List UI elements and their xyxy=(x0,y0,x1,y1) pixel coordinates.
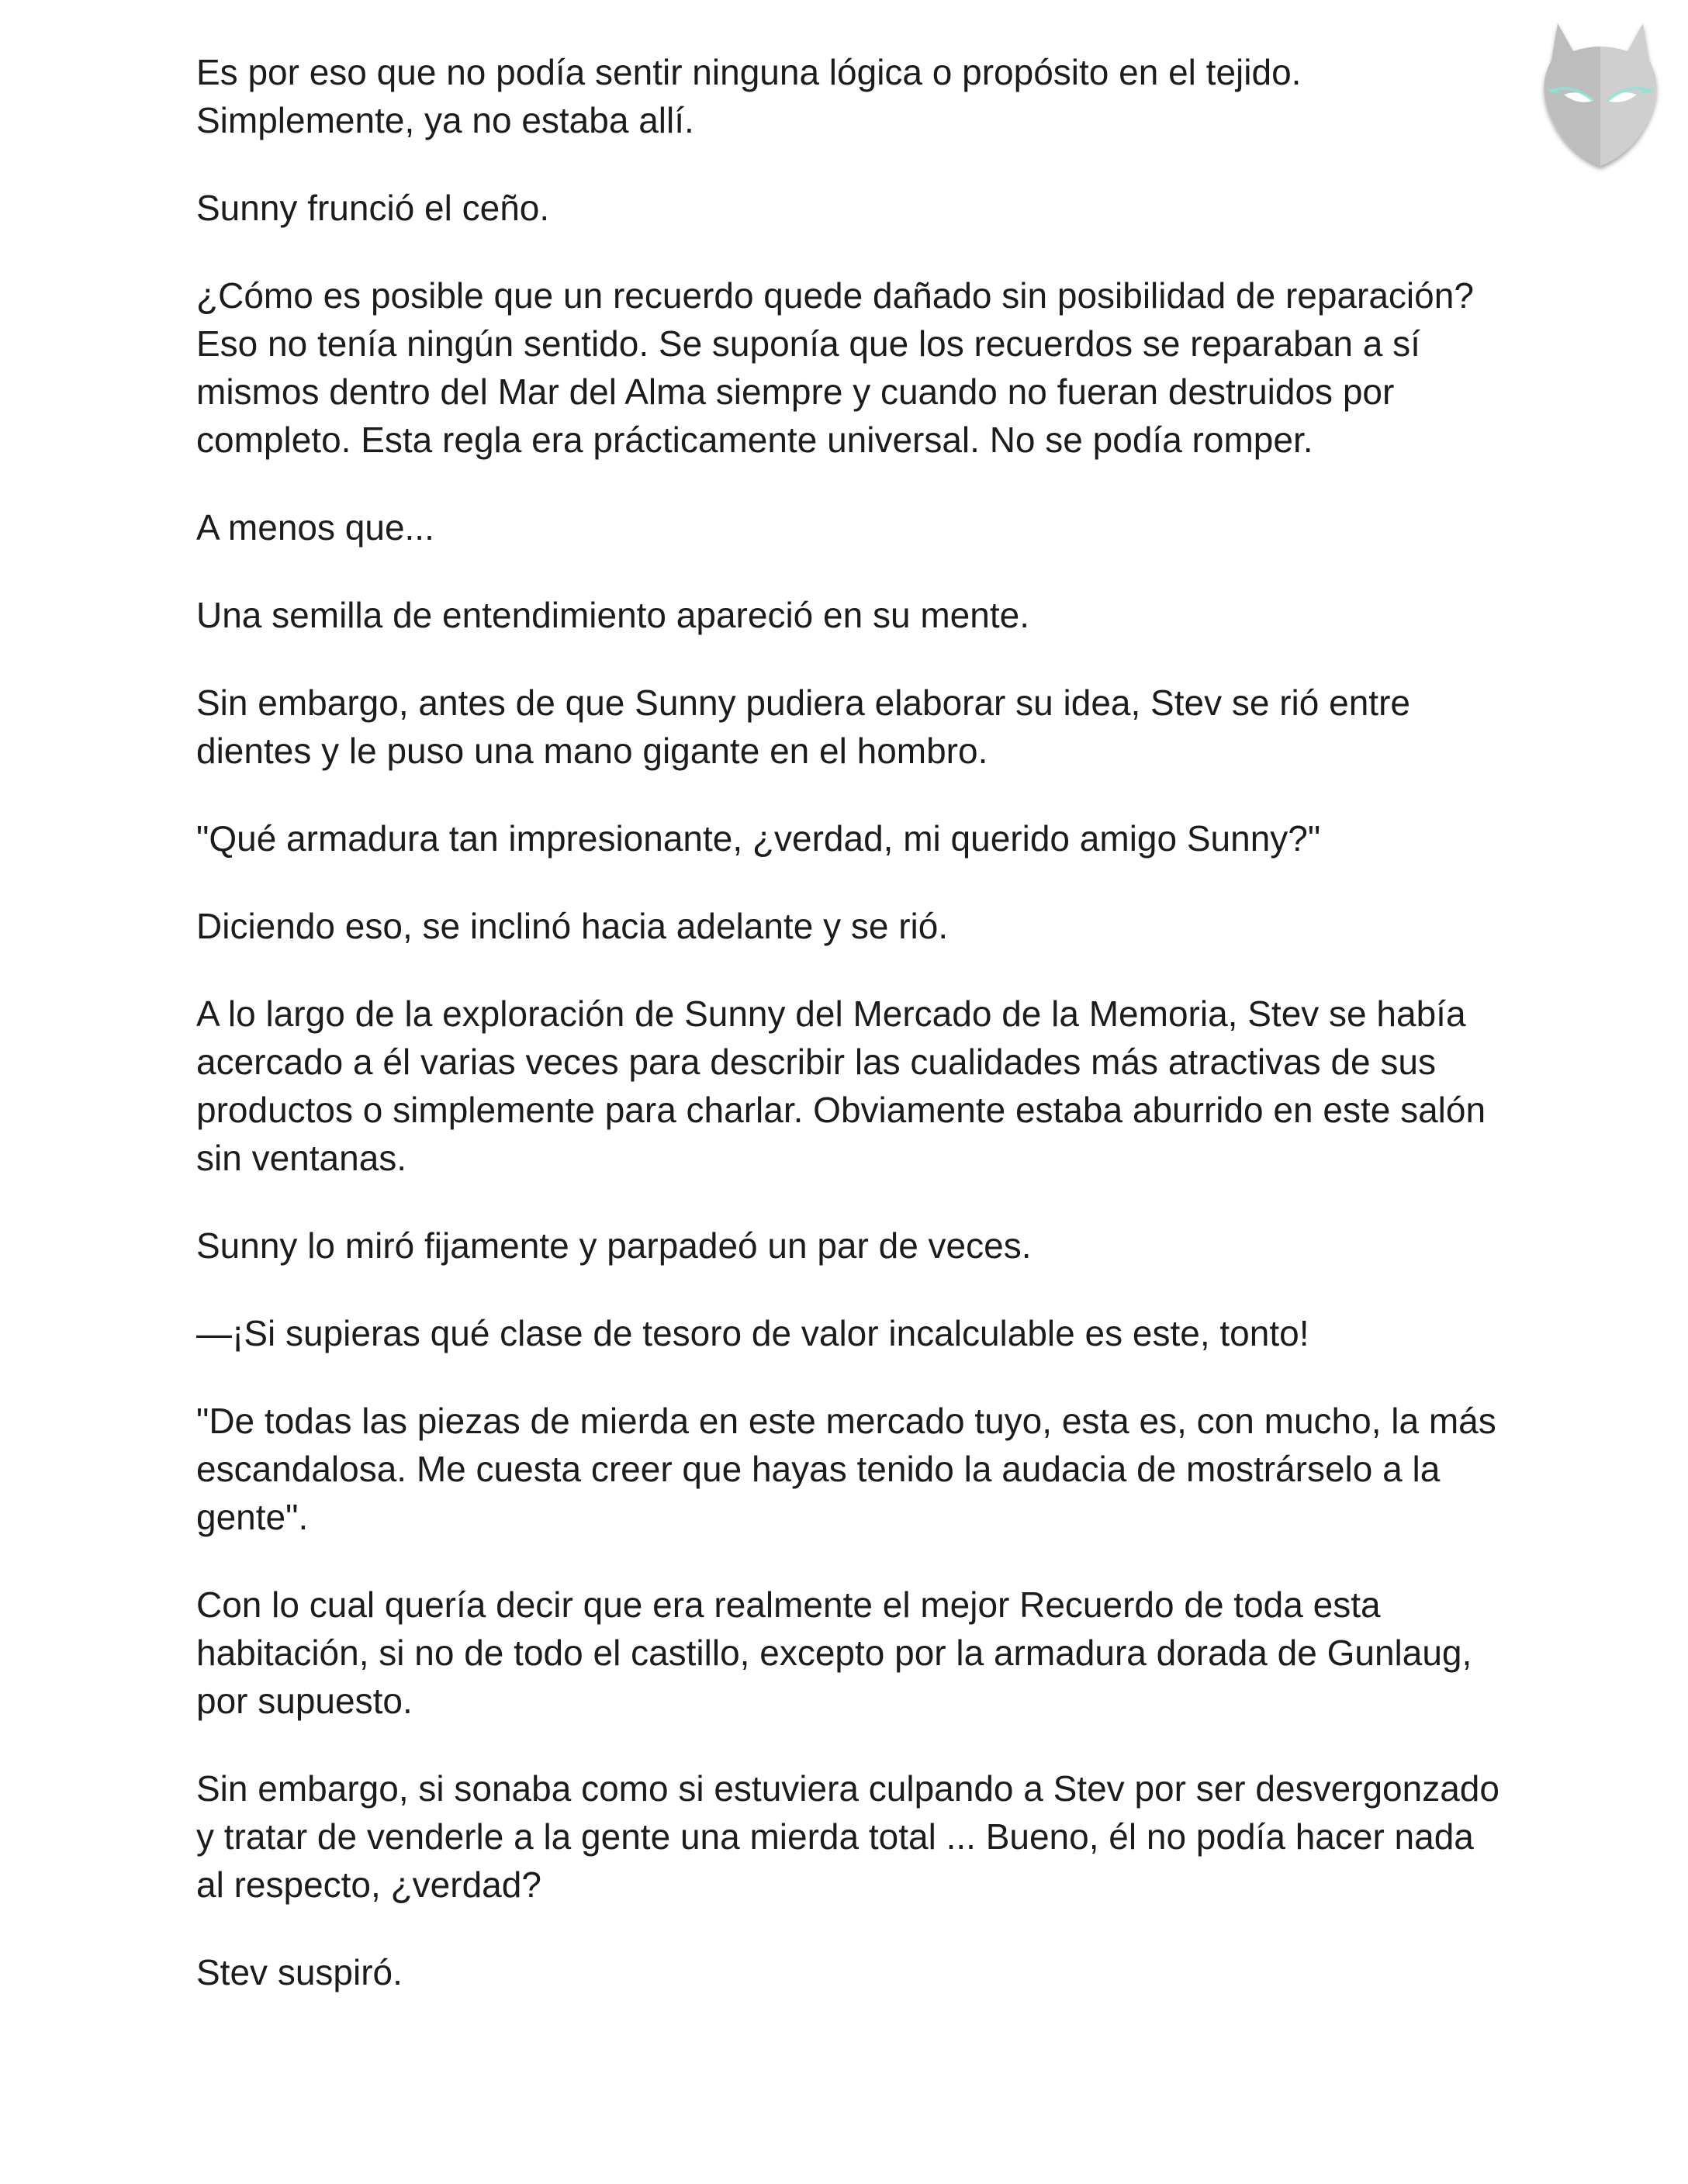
paragraph: Con lo cual quería decir que era realmente el mejor Recuerdo de toda esta habitación, si no de todo el castillo, excepto por la armadura dorada de Gunlaug, por supuesto. xyxy=(196,1584,1472,1721)
paragraph: A lo largo de la exploración de Sunny del Mercado de la Memoria, Stev se había acercado a él varias veces para describir las cualidades más atractivas de sus productos o simplemente para charlar. Obviamente estaba aburrido en este salón sin ventanas. xyxy=(196,994,1486,1178)
demon-mask-logo-icon xyxy=(1527,14,1674,177)
paragraph: "Qué armadura tan impresionante, ¿verdad, mi querido amigo Sunny?" xyxy=(196,818,1321,859)
paragraph: Sunny lo miró fijamente y parpadeó un par de veces. xyxy=(196,1225,1032,1266)
paragraph: Una semilla de entendimiento apareció en su mente. xyxy=(196,595,1029,635)
paragraph: Es por eso que no podía sentir ninguna lógica o propósito en el tejido. Simplemente, ya no estaba allí. xyxy=(196,52,1302,140)
paragraph: Diciendo eso, se inclinó hacia adelante y se rió. xyxy=(196,906,949,946)
paragraph: A menos que... xyxy=(196,507,434,548)
paragraph: Sin embargo, si sonaba como si estuviera culpando a Stev por ser desvergonzado y tratar de venderle a la gente una mierda total ... Bueno, él no podía hacer nada al respecto, ¿verdad? xyxy=(196,1768,1499,1905)
paragraph: "De todas las piezas de mierda en este mercado tuyo, esta es, con mucho, la más escandalosa. Me cuesta creer que hayas tenido la audacia de mostrárselo a la gente". xyxy=(196,1401,1496,1537)
paragraph: Stev suspiró. xyxy=(196,1952,403,1992)
paragraph: ¿Cómo es posible que un recuerdo quede dañado sin posibilidad de reparación? Eso no tenía ningún sentido. Se suponía que los recuerdos se reparaban a sí mismos dentro del Mar del Alma siempre y cuando no fueran destruidos por completo. Esta regla era prácticamente universal. No se podía romper. xyxy=(196,275,1474,460)
document-body xyxy=(196,48,1507,2036)
paragraph: —¡Si supieras qué clase de tesoro de valor incalculable es este, tonto! xyxy=(196,1313,1309,1353)
paragraph: Sin embargo, antes de que Sunny pudiera elaborar su idea, Stev se rió entre dientes y le puso una mano gigante en el hombro. xyxy=(196,682,1410,771)
paragraph: Sunny frunció el ceño. xyxy=(196,188,550,228)
